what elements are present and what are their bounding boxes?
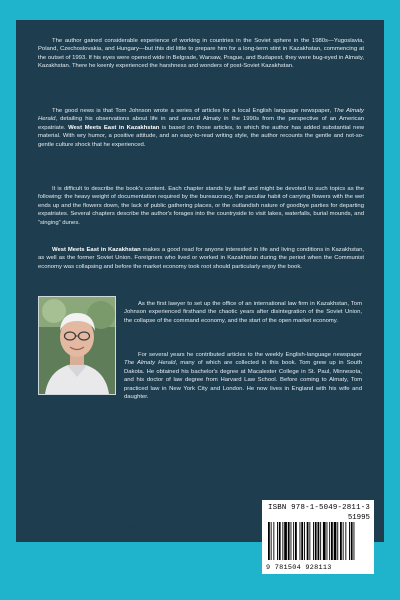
author-portrait-icon	[39, 297, 115, 394]
author-background-paragraph: For several years he contributed articles to the weekly English-language newspaper The Almaty Herald, many of which are collected in this book. Tom grew up in South Dakota. He obtained his bachelor's degree at Macalester College in St. Paul, Minnesota, and his doctor of law degree from Harvard Law School. Before coming to Almaty, Tom practiced law in New York City and London. He now lives in England with his wife and daughter.	[124, 352, 362, 400]
author-photo	[38, 296, 116, 395]
back-cover-panel	[16, 20, 384, 542]
newspaper-title: The Almaty Herald	[124, 360, 176, 367]
barcode-bars-icon	[268, 522, 368, 562]
barcode-digits: 9 781504 928113	[266, 564, 332, 572]
content-paragraph: It is difficult to describe the book's content. Each chapter stands by itself and might be devoted to such topics as the following: the heavy weight of documentation required by the bureaucracy, the peculiar habit of carrying flowers with the wet ends up and the flowers down, the lack of public gathering places, or the outlandish nature of goodbye parties for departing expatriates. Several chapters describe the author's forages into the countryside to visit lakes, waterfalls, burial mounds, and “singing” dunes.	[38, 186, 364, 226]
intro-paragraph: The author gained considerable experience of working in countries in the Soviet sphere in the 1980s—Yugoslavia, Poland, Czechoslovakia, and Hungary—but this did little to prepare him for a long-term stint in Kazakhstan, commencing at the outset of 1993. If his eyes were opened wide in Belgrade, Warsaw, Prague, and Budapest, they were bug-eyed in Almaty, Kazakhstan. There he keenly experienced the harshness and wonders of post-Soviet Kazakhstan.	[38, 38, 364, 70]
isbn-number: ISBN 978-1-5049-2811-3	[268, 504, 370, 512]
newspaper-title: The Almaty Herald	[38, 108, 364, 123]
book-title: West Meets East in Kazakhstan	[52, 247, 141, 253]
author-bio-paragraph: As the first lawyer to set up the office of an international law firm in Kazakhstan, Tom Johnson experienced firsthand the chaotic years after disintegration of the Soviet Union, the collapse of the command economy, and the start of the open market economy.	[124, 301, 362, 324]
recommendation-paragraph: West Meets East in Kazakhstan makes a good read for anyone interested in life and living conditions in Kazakhstan, as well as the former Soviet Union. Foreigners who lived or worked in Kazakhstan during the period when the Communist economy was collapsing and before the market economy took root should particularly enjoy the book.	[38, 247, 364, 270]
articles-paragraph: The good news is that Tom Johnson wrote a series of articles for a local English language newspaper, The Almaty Herald, detailing his observations about life in and around Almaty in the 1990s from the perspective of an American expatriate. West Meets East in Kazakhstan is based on those articles, to which the author has added substantial new material. With wry humor, a positive attitude, and an easy-to-read writing style, the author recounts the gentle and not-so-gentle culture shock that he experienced.	[38, 108, 364, 148]
publisher-logo: authorHOUSE®	[20, 520, 137, 540]
isbn-barcode	[262, 500, 374, 574]
book-title: West Meets East in Kazakhstan	[68, 124, 160, 131]
price-code: 51995	[347, 514, 370, 522]
